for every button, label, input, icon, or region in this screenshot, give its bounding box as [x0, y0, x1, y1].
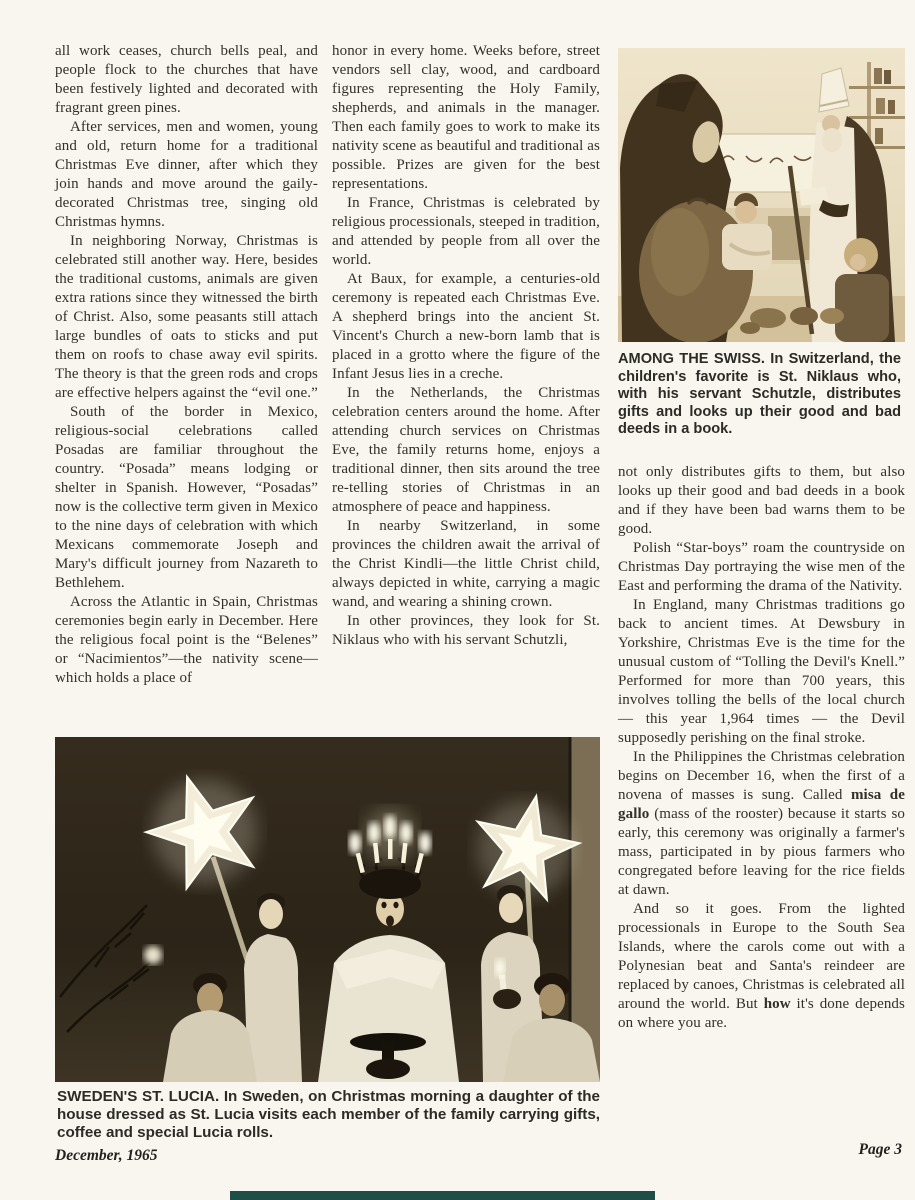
text-column-1 [55, 42, 318, 688]
issue-date: December, 1965 [55, 1147, 158, 1164]
paragraph: honor in every home. Weeks before, street vendors sell clay, wood, and cardboard figures representing the Holy Family, shepherds, and animals in the manager. Then each family goes to work to make its nativity scene as beautiful and traditional as possible. Prizes are given for the best representations. [332, 43, 600, 192]
paragraph: all work ceases, church bells peal, and people flock to the churches that have been festively lighted and decorated with fragrant green pines. [55, 43, 318, 116]
paragraph: In neighboring Norway, Christmas is celebrated still another way. Here, besides the traditional customs, animals are given extra rations since they witnessed the birth of Christ. Also, some peasants still attach large bundles of oats to sticks and put them on roofs to chase away evil spirits. The theory is that the green rods and crops are effective helpers against the “evil one.” [55, 233, 318, 401]
swiss-photo-caption: AMONG THE SWISS. In Switzerland, the children's favorite is St. Niklaus who, with his servant Schutzle, distributes gifts and looks up their good and bad deeds in a book. [618, 351, 901, 438]
paragraph: Across the Atlantic in Spain, Christmas ceremonies begin early in December. Here the religious focal point is the “Belenes” or “Nacimientos”—the nativity scene—which holds a place of [55, 594, 318, 686]
swiss-st-niklaus-photo [618, 48, 905, 342]
paragraph: In the Netherlands, the Christmas celebration centers around the home. After attending church services on Christmas Eve, the family returns home, enjoys a traditional dinner, then sits around the tree re-telling stories of Christmas in an atmosphere of peace and happiness. [332, 385, 600, 515]
paragraph: At Baux, for example, a centuries-old ceremony is repeated each Christmas Eve. A shepherd brings into the ancient St. Vincent's Church a new-born lamb that is placed in a grotto where the figure of the Infant Jesus lies in a creche. [332, 271, 600, 382]
paragraph: South of the border in Mexico, religious-social celebrations called Posadas are familiar throughout the country. “Posada” means lodging or shelter in Spanish. However, “Posadas” now is the collective term given in Mexico to the nine days of celebration with which Mexicans commemorate Joseph and Mary's difficult journey from Nazareth to Bethlehem. [55, 404, 318, 591]
text-column-2 [332, 42, 600, 650]
paragraph: After services, men and women, young and old, return home for a traditional Christmas Eve dinner, after which they join hands and move around the gaily-decorated Christmas tree, singing old Christmas hymns. [55, 119, 318, 230]
text-column-3 [618, 463, 905, 1033]
paragraph: In other provinces, they look for St. Niklaus who with his servant Schutzli, [332, 613, 600, 648]
lucia-photo-illustration [55, 737, 600, 1082]
paragraph: In the Philippines the Christmas celebration begins on December 16, when the first of a novena of masses is sung. Called misa de gallo (mass of the rooster) because it starts so early, this ceremony was originally a farmer's mass, participated in by pious farmers who congregated before leaving for the rice fields at dawn. [618, 749, 906, 898]
paragraph: And so it goes. From the lighted processionals in Europe to the South Sea Islands, where the carols come out with a Polynesian beat and Santa's reindeer are replaced by canoes, Christmas is celebrated all around the world. But how it's done depends on where you are. [618, 901, 905, 1031]
swiss-photo-illustration [618, 48, 905, 342]
st-lucia-photo [55, 737, 600, 1082]
paragraph: not only distributes gifts to them, but also looks up their good and bad deeds in a book and if they have been bad warns them to be good. [618, 464, 905, 537]
page-number: Page 3 [858, 1141, 902, 1158]
paragraph: In France, Christmas is celebrated by religious processionals, steeped in tradition, and attended by people from all over the world. [332, 195, 600, 268]
paragraph: In England, many Christmas traditions go back to ancient times. At Dewsbury in Yorkshire, Christmas Eve is the time for the unusual custom of “Tolling the Devil's Knell.” Performed for more than 700 years, this involves tolling the bells of the local church — this year 1,964 times — the Devil supposedly perishing on the final stroke. [618, 597, 905, 746]
bottom-accent-bar [230, 1191, 655, 1200]
lucia-photo-caption: SWEDEN'S ST. LUCIA. In Sweden, on Christmas morning a daughter of the house dressed as St. Lucia visits each member of the family carrying gifts, coffee and special Lucia rolls. [57, 1088, 600, 1141]
paragraph: Polish “Star-boys” roam the countryside on Christmas Day portraying the wise men of the East and performing the drama of the Nativity. [618, 540, 905, 594]
paragraph: In nearby Switzerland, in some provinces the children await the arrival of the Christ Kindli—the little Christ child, always depicted in white, carrying a magic wand, and wearing a shining crown. [332, 518, 600, 610]
